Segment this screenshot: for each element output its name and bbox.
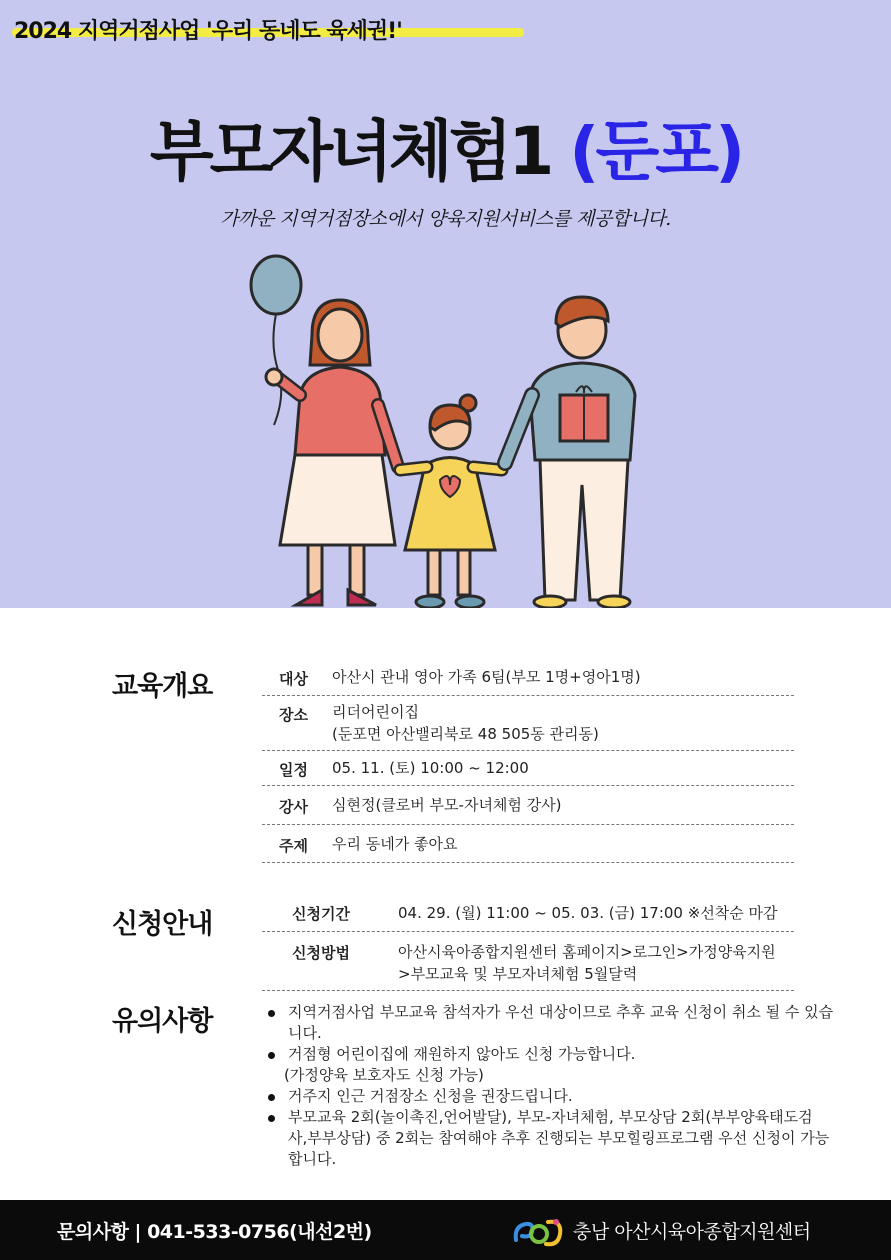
subtitle: 가까운 지역거점장소에서 양육지원서비스를 제공합니다. bbox=[220, 208, 671, 230]
notes-line: 합니다. bbox=[288, 1150, 337, 1168]
notes-list bbox=[268, 1002, 888, 1170]
org-name: 충남 아산시육아종합지원센터 bbox=[573, 1221, 811, 1243]
overview-value: 심현정(클로버 부모-자녀체험 강사) bbox=[332, 796, 562, 814]
contact-info: 문의사항 | 041-533-0756(내선2번) bbox=[57, 1221, 372, 1243]
application-row-method bbox=[262, 932, 794, 991]
bullet-icon bbox=[268, 1115, 275, 1122]
bullet-icon bbox=[268, 1052, 275, 1059]
application-value-line2: >부모교육 및 부모자녀체험 5월달력 bbox=[398, 965, 638, 983]
application-label: 신청기간 bbox=[292, 905, 350, 923]
notes-line: 니다. bbox=[288, 1024, 322, 1042]
overview-label: 주제 bbox=[279, 837, 308, 855]
overview-row-topic bbox=[262, 825, 794, 863]
overview-row-target bbox=[262, 663, 794, 696]
notes-item bbox=[268, 1107, 888, 1170]
application-label: 신청방법 bbox=[292, 944, 350, 962]
overview-value: 리더어린이집 bbox=[332, 703, 419, 721]
application-value: 04. 29. (월) 11:00 ~ 05. 03. (금) 17:00 ※선착순 마감 bbox=[398, 904, 778, 922]
overview-label: 장소 bbox=[279, 706, 308, 724]
overview-value-line2: (둔포면 아산밸리북로 48 505동 관리동) bbox=[332, 725, 599, 743]
notes-item bbox=[268, 1044, 888, 1086]
tagline: 2024 지역거점사업 '우리 동네도 육세권!' bbox=[14, 19, 402, 44]
notes-line: 지역거점사업 부모교육 참석자가 우선 대상이므로 추후 교육 신청이 취소 될 수 있습 bbox=[288, 1003, 834, 1021]
overview-row-place bbox=[262, 696, 794, 751]
application-row-period bbox=[262, 897, 794, 932]
overview-value: 아산시 관내 영아 가족 6팀(부모 1명+영아1명) bbox=[332, 668, 641, 686]
overview-label: 강사 bbox=[279, 798, 308, 816]
overview-row-schedule bbox=[262, 751, 794, 786]
family-illustration bbox=[230, 245, 660, 608]
title-main: 부모자녀체험1 bbox=[149, 113, 570, 190]
overview-label: 대상 bbox=[279, 670, 308, 688]
notes-item bbox=[268, 1002, 888, 1044]
notes-item bbox=[268, 1086, 888, 1107]
notes-line: 부모교육 2회(놀이촉진,언어발달), 부모-자녀체험, 부모상담 2회(부부양육태도검 bbox=[288, 1108, 813, 1126]
page-title bbox=[0, 98, 891, 193]
overview-label: 일정 bbox=[279, 761, 308, 779]
bullet-icon bbox=[268, 1094, 275, 1101]
notes-line: (가정양육 보호자도 신청 가능) bbox=[284, 1066, 484, 1084]
overview-heading: 교육개요 bbox=[112, 671, 213, 702]
center-logo-icon bbox=[512, 1214, 564, 1248]
overview-value: 우리 동네가 좋아요 bbox=[332, 835, 458, 853]
notes-heading: 유의사항 bbox=[112, 1006, 213, 1037]
overview-value: 05. 11. (토) 10:00 ~ 12:00 bbox=[332, 759, 529, 777]
notes-line: 사,부부상담) 중 2회는 참여해야 추후 진행되는 부모힐링프로그램 우선 신청이 가능 bbox=[288, 1129, 830, 1147]
overview-row-instructor bbox=[262, 786, 794, 825]
notes-line: 거주지 인근 거점장소 신청을 권장드립니다. bbox=[288, 1087, 573, 1105]
application-value: 아산시육아종합지원센터 홈페이지>로그인>가정양육지원 bbox=[398, 943, 776, 961]
hero-banner bbox=[0, 0, 891, 608]
bullet-icon bbox=[268, 1010, 275, 1017]
title-location: (둔포) bbox=[569, 113, 742, 190]
footer bbox=[0, 1200, 891, 1260]
application-heading: 신청안내 bbox=[112, 909, 213, 940]
notes-line: 거점형 어린이집에 재원하지 않아도 신청 가능합니다. bbox=[288, 1045, 636, 1063]
